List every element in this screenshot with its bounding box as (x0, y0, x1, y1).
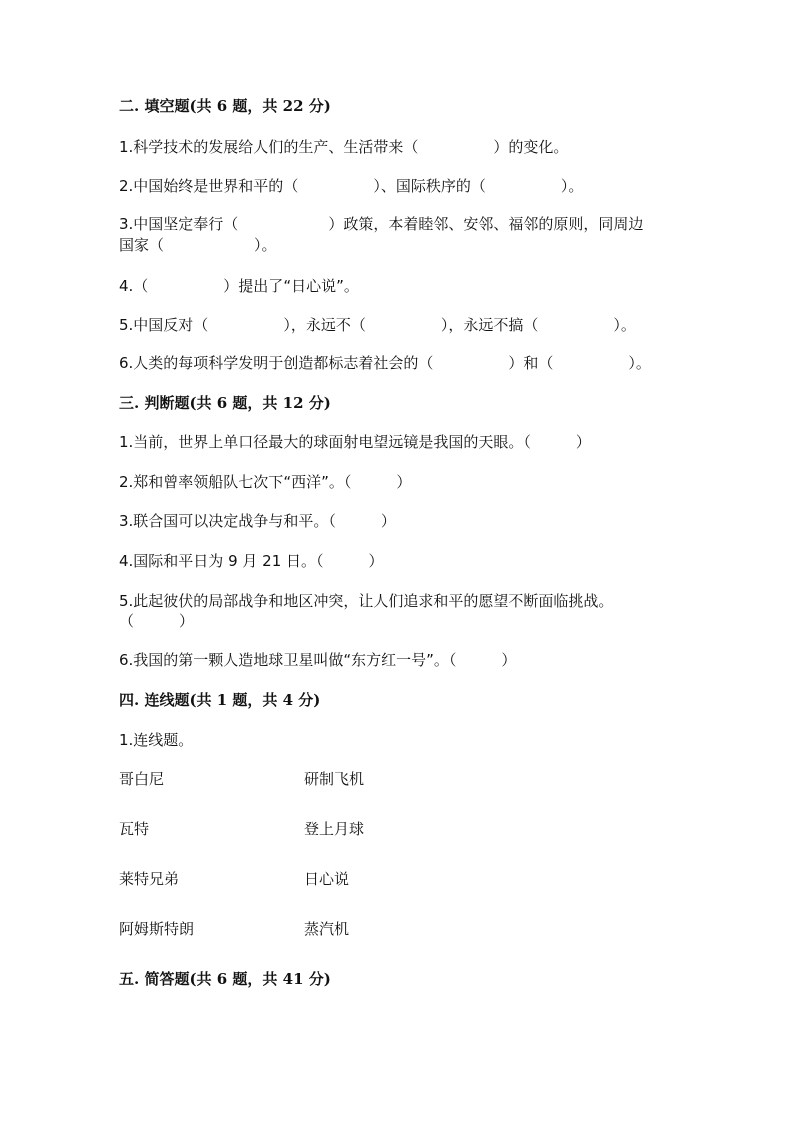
fill-question-3-line1: 3.中国坚定奉行（ ）政策，本着睦邻、安邻、福邻的原则，同周边 (119, 215, 644, 233)
section4-heading: 四. 连线题(共 1 题，共 4 分) (119, 691, 321, 709)
section3-heading: 三. 判断题(共 6 题，共 12 分) (119, 394, 331, 412)
match-right-item[interactable]: 研制飞机 (304, 770, 365, 788)
fill-question-1: 1.科学技术的发展给人们的生产、生活带来（ ）的变化。 (119, 138, 569, 156)
section5-heading: 五. 简答题(共 6 题，共 41 分) (119, 970, 331, 988)
judge-question-4: 4.国际和平日为 9 月 21 日。（ ） (119, 552, 384, 570)
judge-question-3: 3.联合国可以决定战争与和平。（ ） (119, 512, 396, 530)
match-left-item[interactable]: 哥白尼 (119, 770, 165, 788)
section2-heading: 二. 填空题(共 6 题，共 22 分) (119, 97, 331, 115)
match-right-item[interactable]: 登上月球 (304, 820, 365, 838)
match-left-item[interactable]: 莱特兄弟 (119, 870, 180, 888)
match-right-item[interactable]: 蒸汽机 (304, 920, 350, 938)
match-question-1: 1.连线题。 (119, 731, 194, 749)
fill-question-3-line2: 国家（ ）。 (119, 236, 277, 254)
fill-question-4: 4.（ ）提出了“日心说”。 (119, 277, 359, 295)
judge-question-6: 6.我国的第一颗人造地球卫星叫做“东方红一号”。（ ） (119, 651, 517, 669)
fill-question-2: 2.中国始终是世界和平的（ ）、国际秩序的（ ）。 (119, 177, 584, 195)
judge-question-5-line1: 5.此起彼伏的局部战争和地区冲突，让人们追求和平的愿望不断面临挑战。 (119, 592, 614, 610)
match-left-item[interactable]: 阿姆斯特朗 (119, 920, 195, 938)
judge-question-5-line2: （ ） (119, 612, 195, 630)
fill-question-5: 5.中国反对（ ），永远不（ ），永远不搞（ ）。 (119, 316, 636, 334)
judge-question-2: 2.郑和曾率领船队七次下“西洋”。（ ） (119, 473, 412, 491)
fill-question-6: 6.人类的每项科学发明于创造都标志着社会的（ ）和（ ）。 (119, 354, 651, 372)
judge-question-1: 1.当前，世界上单口径最大的球面射电望远镜是我国的天眼。（ ） (119, 433, 591, 451)
match-right-item[interactable]: 日心说 (304, 870, 350, 888)
match-left-item[interactable]: 瓦特 (119, 820, 150, 838)
